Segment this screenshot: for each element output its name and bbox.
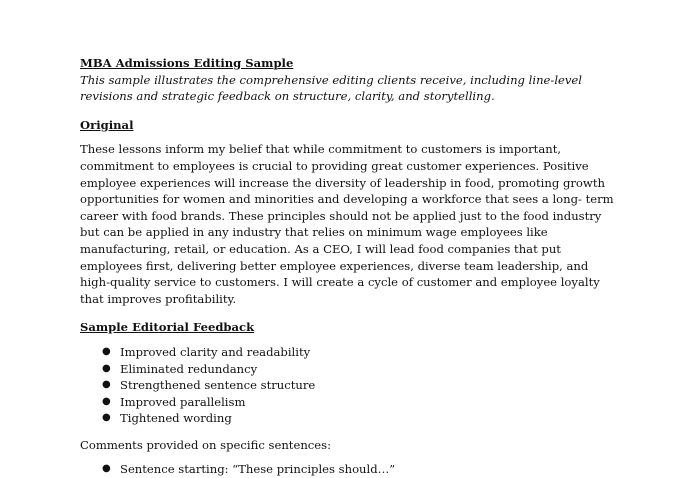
document-page xyxy=(80,55,620,478)
bullet-icon: ● xyxy=(102,395,111,407)
list-item xyxy=(102,361,620,378)
feedback-item-label: Eliminated redundancy xyxy=(120,361,258,376)
bullet-icon: ● xyxy=(102,362,111,374)
feedback-heading: Sample Editorial Feedback xyxy=(80,320,255,335)
bullet-icon: ● xyxy=(102,412,111,424)
feedback-item-label: Tightened wording xyxy=(120,411,232,426)
bullet-icon: ● xyxy=(102,379,111,391)
list-item xyxy=(102,344,620,361)
original-text: These lessons inform my belief that while commitment to customers is important, commitment to employees is crucial to providing great customer experiences. Positive employee experiences will increase the diversity of leadership in food, promoting growth opportunities for women and minorities and developing a workforce that sees a long- term career with food brands. These principles should not be applied just to the food industry but can be applied in any industry that relies on minimum wage employees like manufacturing, retail, or education. As a CEO, I will lead food companies that put employees first, delivering better employee experiences, diverse team leadership, and high-quality service to customers. I will create a cycle of customer and employee loyalty that improves profitability. xyxy=(80,142,614,306)
feedback-item-label: Improved parallelism xyxy=(120,394,246,409)
bullet-icon: ● xyxy=(102,345,111,357)
intro-text: This sample illustrates the comprehensive editing clients receive, including line-level revisions and strategic feedback on structure, clarity, and storytelling. xyxy=(80,72,583,104)
feedback-list xyxy=(80,344,620,427)
feedback-item-label: Improved clarity and readability xyxy=(120,344,311,359)
comments-list xyxy=(80,461,620,478)
comment-item-label: Sentence starting: “These principles should…” xyxy=(120,462,396,477)
list-item xyxy=(102,394,620,411)
feedback-item-label: Strengthened sentence structure xyxy=(120,378,316,393)
bullet-icon: ● xyxy=(102,463,111,475)
list-item xyxy=(102,377,620,394)
document-title: MBA Admissions Editing Sample xyxy=(80,56,294,70)
original-heading: Original xyxy=(80,117,134,132)
list-item xyxy=(102,410,620,427)
list-item xyxy=(102,461,620,478)
comments-label: Comments provided on specific sentences: xyxy=(80,437,332,452)
